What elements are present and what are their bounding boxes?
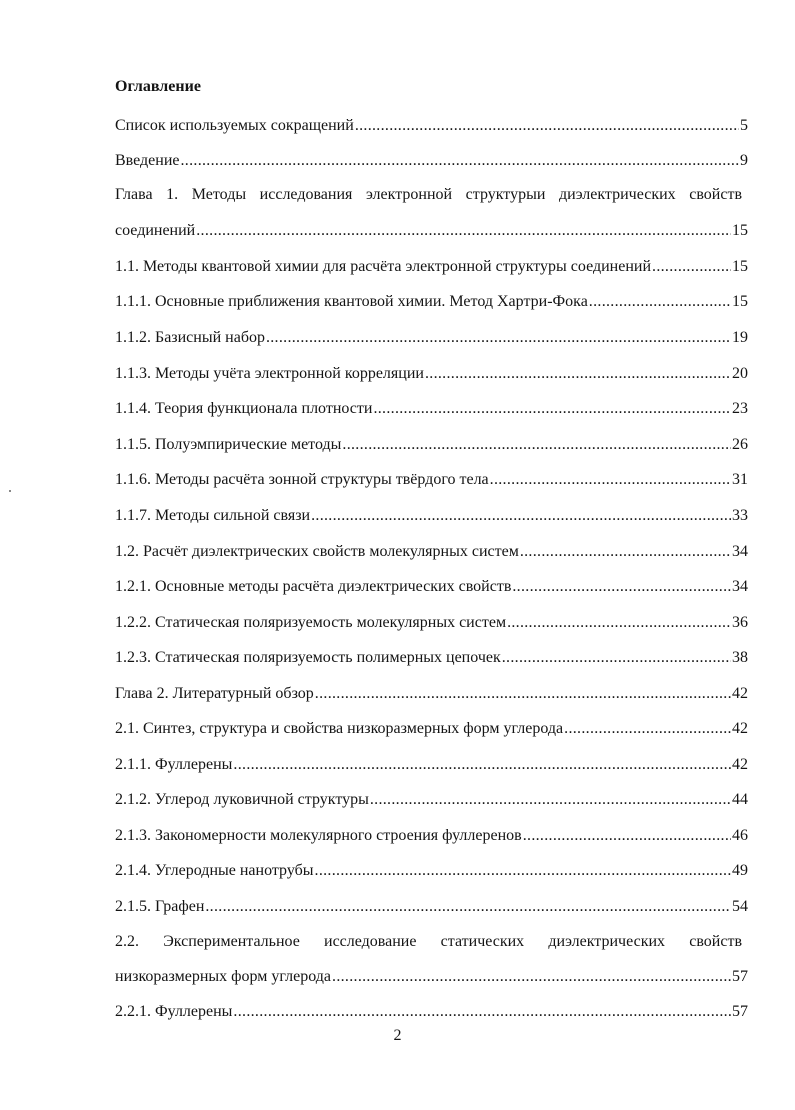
toc-entry[interactable] — [115, 363, 748, 385]
toc-entry-title-continued: низкоразмерных форм углерода — [115, 968, 332, 985]
toc-entry-page: 42 — [732, 685, 748, 702]
toc-entry-title: 1.1.5. Полуэмпирические методы — [115, 436, 342, 453]
toc-entry-title-continued: соединений — [115, 222, 196, 239]
toc-entry[interactable] — [115, 647, 748, 669]
toc-entry-title: Глава 2. Литературный обзор — [115, 685, 314, 702]
toc-entry-page: 26 — [732, 436, 748, 453]
toc-entry[interactable] — [115, 505, 748, 527]
toc-entry-page: 42 — [732, 720, 748, 737]
toc-entry[interactable] — [115, 150, 748, 172]
toc-leader-dots — [512, 576, 731, 598]
toc-entry-title: 1.2. Расчёт диэлектрических свойств молекулярных систем — [115, 543, 519, 560]
toc-entry-page: 31 — [732, 471, 748, 488]
toc-entry-page: 5 — [740, 117, 748, 134]
toc-entry-title: 2.1.1. Фуллерены — [115, 756, 233, 773]
toc-leader-dots — [564, 718, 731, 740]
toc-entry[interactable] — [115, 220, 748, 242]
toc-entry[interactable] — [115, 256, 748, 278]
toc-entry-page: 15 — [732, 222, 748, 239]
toc-leader-dots — [507, 612, 731, 634]
toc-entry[interactable] — [115, 469, 748, 491]
toc-entry-title: 1.2.3. Статическая поляризуемость полимерных цепочек — [115, 649, 501, 666]
toc-leader-dots — [315, 860, 731, 882]
toc-entry[interactable] — [115, 789, 748, 811]
toc-entry[interactable] — [115, 541, 748, 563]
toc-leader-dots — [523, 825, 731, 847]
toc-entry-page: 23 — [732, 400, 748, 417]
toc-leader-dots — [233, 754, 731, 776]
toc-entry-title: 2.2.1. Фуллерены — [115, 1003, 233, 1020]
toc-leader-dots — [233, 1001, 731, 1023]
toc-entry[interactable] — [115, 683, 748, 705]
toc-entry-title: 1.1.2. Базисный набор — [115, 329, 265, 346]
toc-entry-page: 20 — [732, 365, 748, 382]
toc-leader-dots — [332, 966, 731, 988]
toc-entry[interactable] — [115, 754, 748, 776]
toc-entry-first-line[interactable]: Глава 1. Методы исследования электронной структурыи диэлектрических свойств — [115, 186, 742, 203]
toc-entry[interactable] — [115, 434, 748, 456]
toc-entry-title: 1.1. Методы квантовой химии для расчёта электронной структуры соединений — [115, 258, 652, 275]
toc-entry-page: 46 — [732, 827, 748, 844]
toc-entry[interactable] — [115, 115, 748, 137]
toc-entry-first-line[interactable]: 2.2. Экспериментальное исследование статических диэлектрических свойств — [115, 933, 742, 950]
scan-speck — [9, 490, 11, 492]
toc-entry-title: 1.2.2. Статическая поляризуемость молекулярных систем — [115, 614, 507, 631]
toc-entry-page: 15 — [732, 293, 748, 310]
toc-entry-page: 42 — [732, 756, 748, 773]
toc-leader-dots — [425, 363, 731, 385]
toc-entry[interactable] — [115, 291, 748, 313]
toc-entry[interactable] — [115, 860, 748, 882]
toc-entry-page: 36 — [732, 614, 748, 631]
toc-entry[interactable] — [115, 1001, 748, 1023]
toc-entry-title: 1.1.3. Методы учёта электронной корреляции — [115, 365, 424, 382]
toc-leader-dots — [652, 256, 731, 278]
toc-entry[interactable] — [115, 576, 748, 598]
toc-entry[interactable] — [115, 327, 748, 349]
toc-leader-dots — [370, 789, 731, 811]
toc-leader-dots — [589, 291, 731, 313]
toc-leader-dots — [311, 505, 731, 527]
toc-entry-title: 1.1.6. Методы расчёта зонной структуры твёрдого тела — [115, 471, 489, 488]
toc-entry[interactable] — [115, 896, 748, 918]
toc-entry-page: 49 — [732, 862, 748, 879]
page-number: 2 — [393, 1027, 402, 1044]
toc-entry-page: 57 — [732, 1003, 748, 1020]
toc-entry-title: Введение — [115, 152, 180, 169]
toc-leader-dots — [490, 469, 731, 491]
toc-leader-dots — [342, 434, 731, 456]
toc-leader-dots — [266, 327, 731, 349]
toc-entry-page: 44 — [732, 791, 748, 808]
toc-leader-dots — [205, 896, 731, 918]
toc-entry-title: 1.1.4. Теория функционала плотности — [115, 400, 373, 417]
toc-entry-page: 34 — [732, 543, 748, 560]
toc-entry[interactable] — [115, 825, 748, 847]
toc-leader-dots — [181, 150, 740, 172]
toc-entry-title: Список используемых сокращений — [115, 117, 354, 134]
toc-heading: Оглавление — [115, 78, 201, 95]
toc-entry-title: 1.1.1. Основные приближения квантовой химии. Метод Хартри-Фока — [115, 293, 588, 310]
toc-entry-title: 1.1.7. Методы сильной связи — [115, 507, 311, 524]
toc-entry-page: 9 — [740, 152, 748, 169]
toc-entry[interactable] — [115, 612, 748, 634]
toc-entry-page: 34 — [732, 578, 748, 595]
toc-entry-title: 2.1.2. Углерод луковичной структуры — [115, 791, 369, 808]
toc-leader-dots — [520, 541, 731, 563]
toc-entry[interactable] — [115, 398, 748, 420]
toc-entry-page: 15 — [732, 258, 748, 275]
toc-leader-dots — [196, 220, 731, 242]
toc-entry-page: 54 — [732, 898, 748, 915]
toc-leader-dots — [355, 115, 739, 137]
toc-entry-title: 2.1.5. Графен — [115, 898, 205, 915]
toc-entry[interactable] — [115, 718, 748, 740]
toc-entry-page: 33 — [732, 507, 748, 524]
toc-entry-title: 2.1. Синтез, структура и свойства низкоразмерных форм углерода — [115, 720, 564, 737]
toc-entry-title: 2.1.4. Углеродные нанотрубы — [115, 862, 314, 879]
toc-entry-page: 57 — [732, 968, 748, 985]
toc-leader-dots — [502, 647, 731, 669]
toc-entry-title: 2.1.3. Закономерности молекулярного строения фуллеренов — [115, 827, 522, 844]
toc-leader-dots — [373, 398, 731, 420]
toc-entry-page: 38 — [732, 649, 748, 666]
toc-leader-dots — [315, 683, 731, 705]
toc-entry-page: 19 — [732, 329, 748, 346]
toc-entry-title: 1.2.1. Основные методы расчёта диэлектрических свойств — [115, 578, 512, 595]
toc-entry[interactable] — [115, 966, 748, 988]
